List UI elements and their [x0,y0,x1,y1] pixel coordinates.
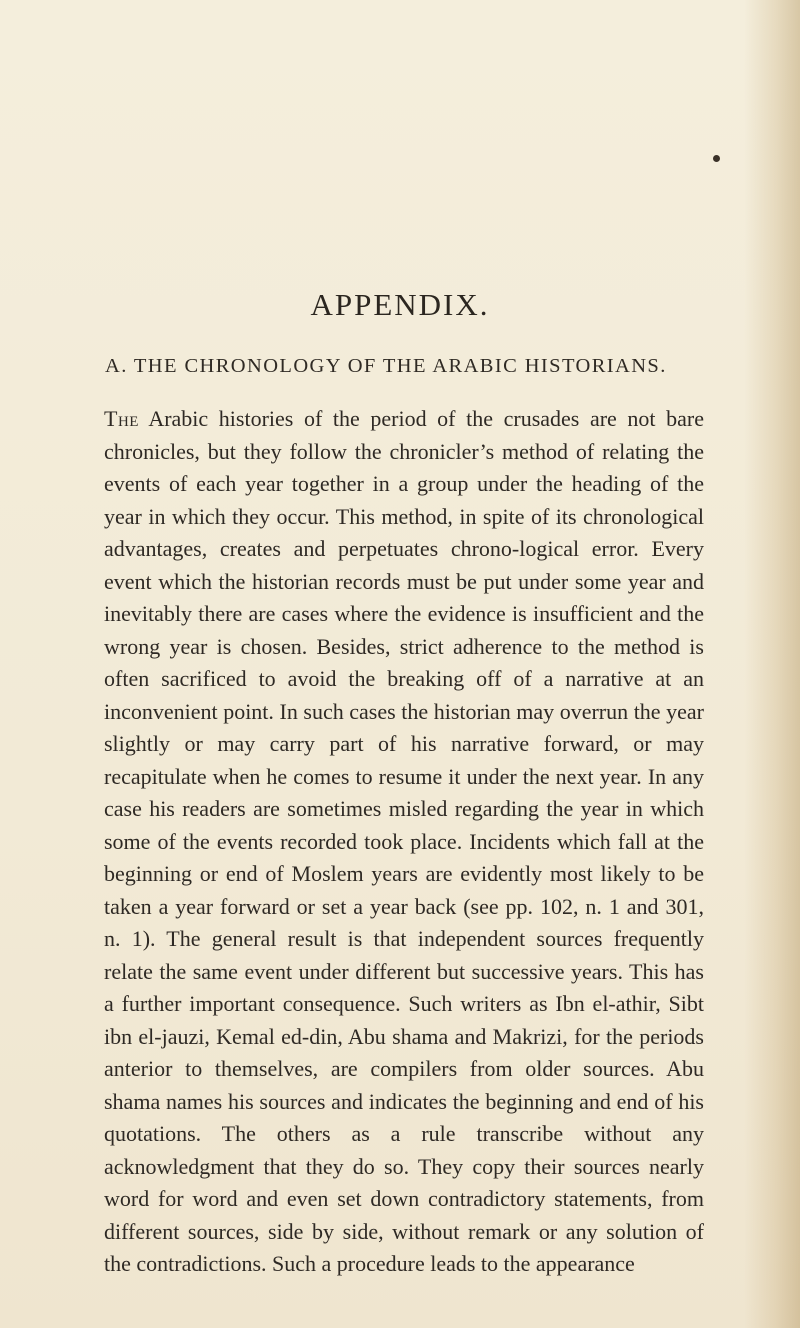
body-paragraph [104,403,704,1281]
page-title: APPENDIX. [310,287,490,322]
ink-speck [713,155,720,162]
section-title: A. THE CHRONOLOGY OF THE ARABIC HISTORIANS. [105,355,667,377]
paragraph-lead: The [104,406,139,431]
paragraph-text: Arabic histories of the period of the crusades are not bare chronicles, but they follow the chronicler’s method of relating the events of each year together in a group under the heading of the year in which they occur. This method, in spite of its chronological advantages, creates and perpetuates chrono-logical error. Every event which the historian records must be put under some year and inevitably there are cases where the evidence is insufficient and the wrong year is chosen. Besides, strict adherence to the method is often sacrificed to avoid the breaking off of a narrative at an inconvenient point. In such cases the historian may overrun the year slightly or may carry part of his narrative forward, or may recapitulate when he comes to resume it under the next year. In any case his readers are sometimes misled regarding the year in which some of the events recorded took place. Incidents which fall at the beginning or end of Moslem years are evidently most likely to be taken a year forward or set a year back (see pp. 102, n. 1 and 301, n. 1). The general result is that independent sources frequently relate the same event under different but successive years. This has a further important consequence. Such writers as Ibn el-athir, Sibt ibn el-jauzi, Kemal ed-din, Abu shama and Makrizi, for the periods anterior to themselves, are compilers from older sources. Abu shama names his sources and indicates the beginning and end of his quotations. The others as a rule transcribe without any acknowledgment that they do so. They copy their sources nearly word for word and even set down contradictory statements, from different sources, side by side, without remark or any solution of the contradictions. Such a procedure leads to the appearance [104,406,704,1276]
